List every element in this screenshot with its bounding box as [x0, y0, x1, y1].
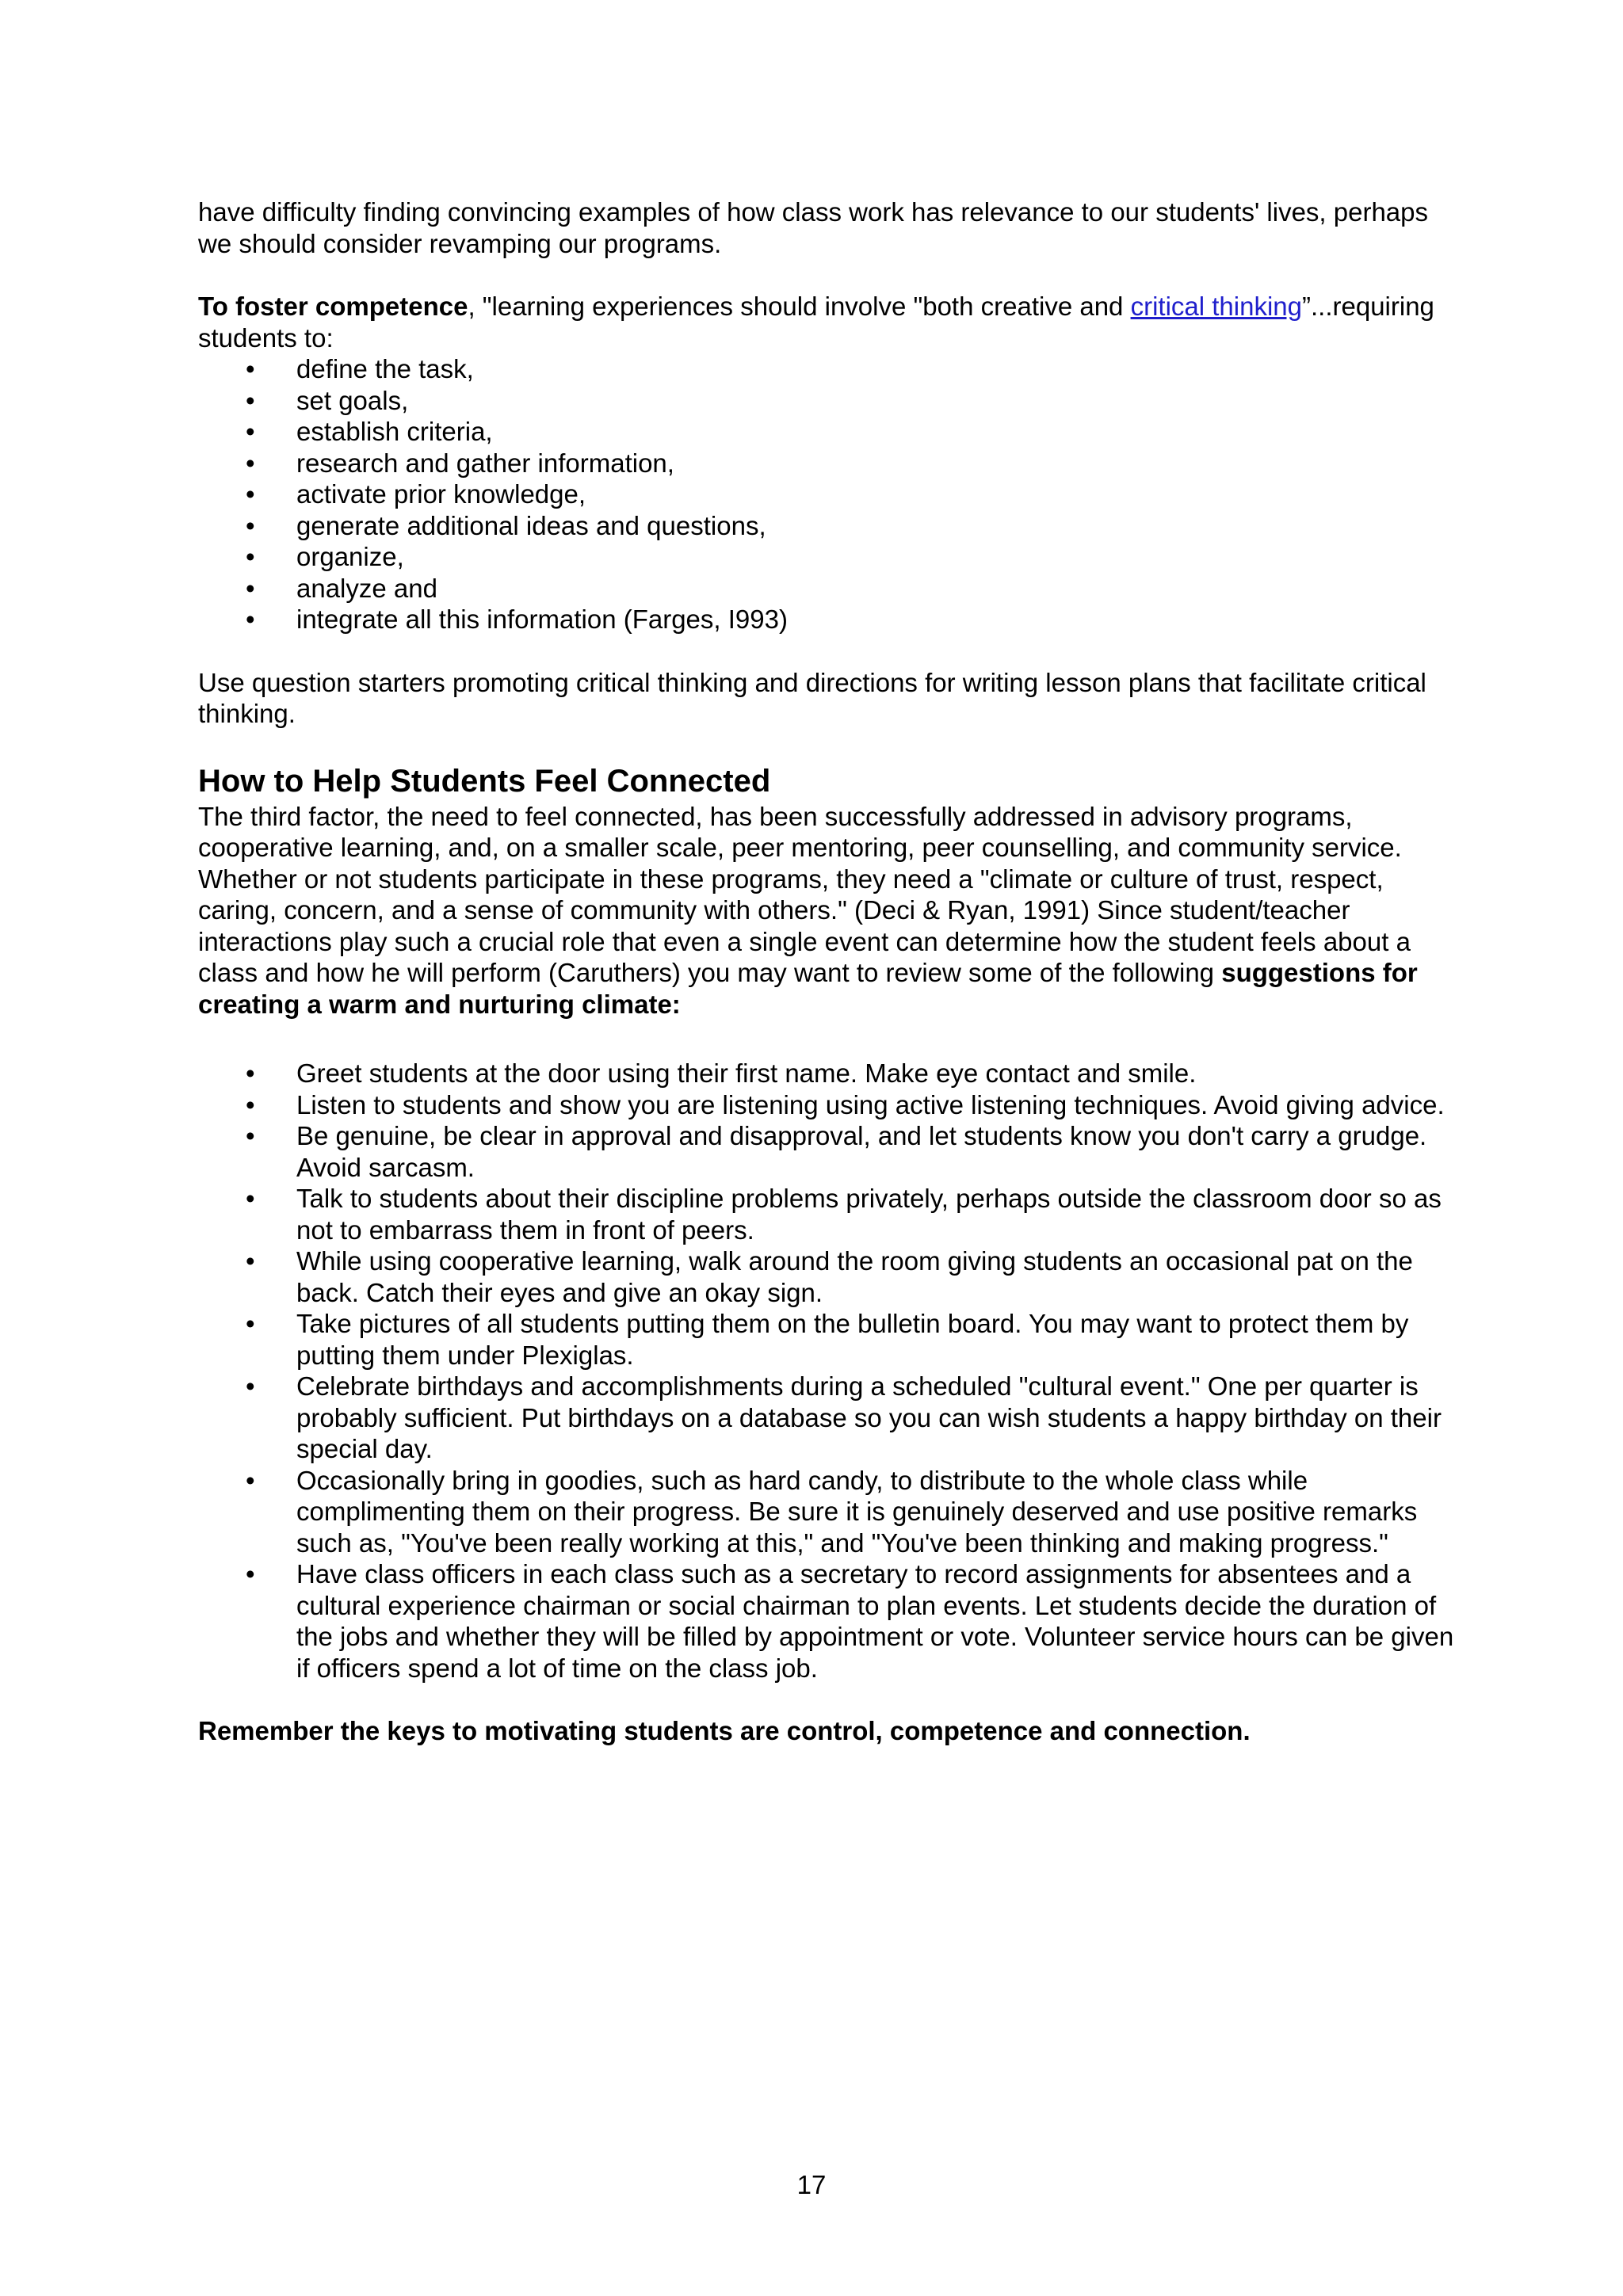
list-item: • establish criteria, — [246, 417, 493, 446]
bullet-icon: • — [246, 385, 255, 415]
competence-paragraph — [198, 291, 1466, 353]
list-item: • Be genuine, be clear in approval and disapproval, and let students know you don't carry a grudge. Avoid sarcasm. — [246, 1121, 1427, 1182]
page-number: 17 — [796, 2170, 827, 2199]
bullet-icon: • — [246, 417, 255, 446]
bullet-icon: • — [246, 542, 255, 571]
list-item: • Greet students at the door using their first name. Make eye contact and smile. — [246, 1058, 1197, 1088]
connected-text: The third factor, the need to feel connected, has been successfully addressed in advisory programs, cooperative learning, and, on a smaller scale, peer mentoring, peer counselling, and community service. Whether or not students participate in these programs, they need a "climate or culture of trust, respect, caring, concern, and a sense of community with others." (Deci & Ryan, 1991) Since student/teacher interactions play such a crucial role that even a single event can determine how the student feels about a class and how he will perform (Caruthers) you may want to review some of the following — [198, 801, 1411, 987]
list-item: • define the task, — [246, 354, 474, 383]
competence-lead: To foster competence — [198, 292, 468, 321]
connected-paragraph — [198, 801, 1466, 1020]
list-item: • research and gather information, — [246, 448, 674, 478]
list-item: • Have class officers in each class such as a secretary to record assignments for absentees and a cultural experience chairman or social chairman to plan events. Let students decide the duration of the jobs and whether they will be filled by appointment or vote. Volunteer service hours can be given if officers spend a lot of time on the class job. — [246, 1559, 1454, 1683]
competence-text-after: ”...requiring students to: — [198, 292, 1434, 353]
competence-list — [198, 353, 1466, 635]
section-heading: How to Help Students Feel Connected — [198, 763, 771, 799]
list-item: • Celebrate birthdays and accomplishments during a scheduled "cultural event." One per quarter is probably sufficient. Put birthdays on a database so you can wish students a happy birthday on their special day. — [246, 1371, 1442, 1463]
list-item: • set goals, — [246, 385, 409, 415]
bullet-icon: • — [246, 1121, 255, 1150]
list-item: • activate prior knowledge, — [246, 479, 586, 509]
list-item: • organize, — [246, 542, 404, 571]
bullet-icon: • — [246, 1309, 255, 1338]
list-item: • While using cooperative learning, walk around the room giving students an occasional pat on the back. Catch their eyes and give an okay sign. — [246, 1246, 1413, 1307]
bullet-icon: • — [246, 605, 255, 634]
bullet-icon: • — [246, 1465, 255, 1495]
question-starters-paragraph: Use question starters promoting critical thinking and directions for writing lesson plans that facilitate critical thinking. — [198, 667, 1426, 728]
closing-statement: Remember the keys to motivating students are control, competence and connection. — [198, 1716, 1251, 1745]
bullet-icon: • — [246, 510, 255, 540]
critical-thinking-link[interactable]: critical thinking — [1130, 292, 1302, 321]
bullet-icon: • — [246, 1371, 255, 1401]
bullet-icon: • — [246, 448, 255, 478]
connected-bold-text: suggestions for creating a warm and nurturing climate: — [198, 958, 1418, 1019]
climate-suggestions-list — [198, 1058, 1466, 1684]
list-item: • Take pictures of all students putting them on the bulletin board. You may want to protect them by putting them under Plexiglas. — [246, 1309, 1409, 1370]
list-item: • analyze and — [246, 573, 437, 603]
list-item: • Occasionally bring in goodies, such as hard candy, to distribute to the whole class while complimenting them on their progress. Be sure it is genuinely deserved and use positive remarks such as, "You've been really working at this," and "You've been thinking and making progress." — [246, 1465, 1418, 1558]
page-content — [198, 196, 1466, 1747]
list-item: • Talk to students about their discipline problems privately, perhaps outside the classroom door so as not to embarrass them in front of peers. — [246, 1184, 1442, 1245]
intro-paragraph: have difficulty finding convincing examples of how class work has relevance to our students' lives, perhaps we should consider revamping our programs. — [198, 197, 1429, 258]
bullet-icon: • — [246, 354, 255, 383]
competence-text: , "learning experiences should involve "both creative and — [468, 292, 1131, 321]
bullet-icon: • — [246, 1246, 255, 1276]
list-item: • Listen to students and show you are listening using active listening techniques. Avoid giving advice. — [246, 1089, 1445, 1119]
list-item: • integrate all this information (Farges, I993) — [246, 605, 788, 634]
bullet-icon: • — [246, 1089, 255, 1119]
bullet-icon: • — [246, 573, 255, 603]
bullet-icon: • — [246, 1184, 255, 1213]
bullet-icon: • — [246, 1058, 255, 1088]
list-item: • generate additional ideas and questions, — [246, 510, 766, 540]
bullet-icon: • — [246, 479, 255, 509]
bullet-icon: • — [246, 1559, 255, 1589]
